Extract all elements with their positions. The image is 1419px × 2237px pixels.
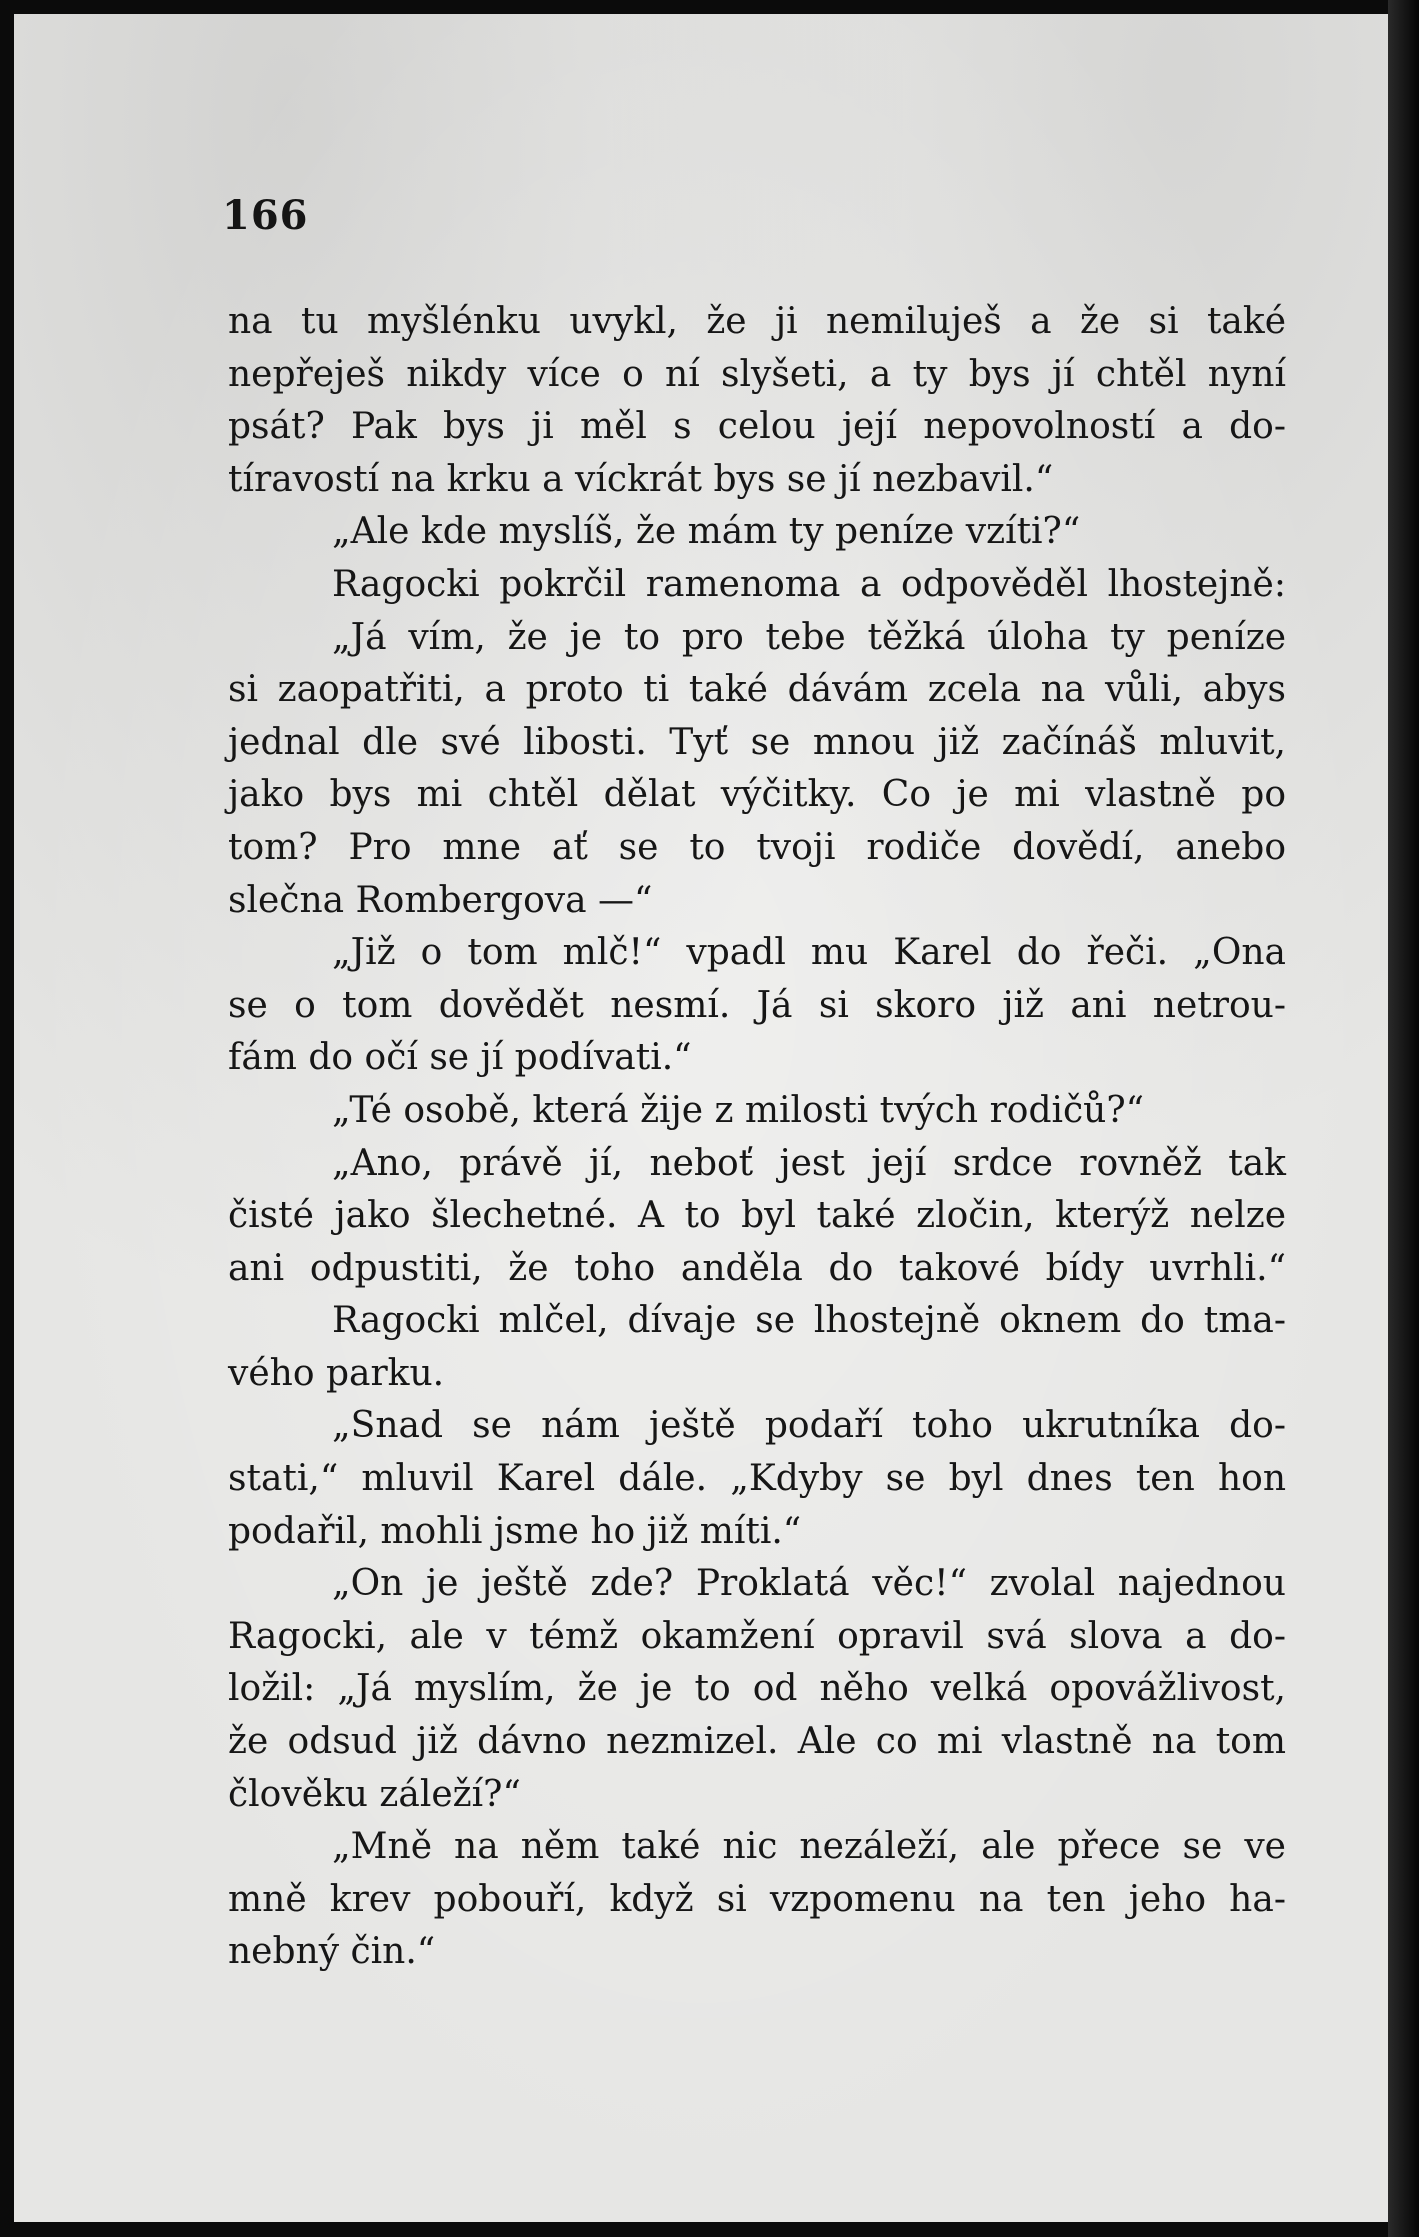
text-line: čisté jako šlechetné. A to byl také zločin, kterýž nelze bbox=[228, 1195, 1286, 1237]
text-line: že odsud již dávno nezmizel. Ale co mi vlastně na tom bbox=[228, 1721, 1286, 1763]
text-line: „Já vím, že je to pro tebe těžká úloha ty peníze bbox=[332, 616, 1286, 658]
text-line: tom? Pro mne ať se to tvoji rodiče dovědí, anebo bbox=[228, 826, 1286, 868]
text-line: vého parku. bbox=[228, 1352, 445, 1394]
text-line: si zaopatřiti, a proto ti také dávám zcela na vůli, abys bbox=[228, 669, 1286, 711]
text-line: nebný čin.“ bbox=[228, 1931, 436, 1973]
text-line: „Mně na něm také nic nezáleží, ale přece se ve bbox=[332, 1826, 1286, 1868]
text-line: „Již o tom mlč!“ vpadl mu Karel do řeči. „Ona bbox=[332, 932, 1286, 974]
text-line: jako bys mi chtěl dělat výčitky. Co je mi vlastně po bbox=[228, 774, 1286, 816]
page-edge-shadow bbox=[1388, 0, 1419, 2237]
text-line: ani odpustiti, že toho anděla do takové bídy uvrhli.“ bbox=[228, 1247, 1286, 1289]
text-line: ložil: „Já myslím, že je to od něho velká opovážlivost, bbox=[228, 1668, 1286, 1710]
text-line: „On je ještě zde? Proklatá věc!“ zvolal najednou bbox=[332, 1563, 1286, 1605]
body-text bbox=[228, 296, 1286, 1979]
text-line: „Snad se nám ještě podaří toho ukrutníka do- bbox=[332, 1405, 1286, 1447]
text-line: „Té osobě, která žije z milosti tvých rodičů?“ bbox=[332, 1089, 1145, 1131]
text-line: se o tom dovědět nesmí. Já si skoro již ani netrou- bbox=[228, 984, 1286, 1026]
text-line: mně krev pobouří, když si vzpomenu na ten jeho ha- bbox=[228, 1878, 1286, 1920]
page-number: 166 bbox=[222, 192, 309, 239]
text-line: „Ano, právě jí, neboť jest její srdce rovněž tak bbox=[332, 1142, 1286, 1184]
text-line: na tu myšlénku uvykl, že ji nemiluješ a že si také bbox=[228, 301, 1286, 342]
text-line: Ragocki mlčel, dívaje se lhostejně oknem do tma- bbox=[332, 1300, 1286, 1342]
text-line: psát? Pak bys ji měl s celou její nepovolností a do- bbox=[228, 406, 1286, 448]
text-line: stati,“ mluvil Karel dále. „Kdyby se byl dnes ten hon bbox=[228, 1458, 1286, 1500]
text-line: „Ale kde myslíš, že mám ty peníze vzíti?“ bbox=[332, 511, 1081, 553]
text-line: člověku záleží?“ bbox=[228, 1773, 521, 1815]
text-line: jednal dle své libosti. Tyť se mnou již začínáš mluvit, bbox=[228, 721, 1286, 763]
text-line: podařil, mohli jsme ho již míti.“ bbox=[228, 1510, 802, 1552]
text-line: Ragocki, ale v témž okamžení opravil svá slova a do- bbox=[228, 1615, 1286, 1657]
text-line: fám do očí se jí podívati.“ bbox=[228, 1037, 692, 1079]
text-line: nepřeješ nikdy více o ní slyšeti, a ty bys jí chtěl nyní bbox=[228, 353, 1286, 395]
text-line: Ragocki pokrčil ramenoma a odpověděl lhostejně: bbox=[332, 563, 1286, 605]
text-line: tíravostí na krku a víckrát bys se jí nezbavil.“ bbox=[228, 458, 1054, 500]
text-line: slečna Rombergova —“ bbox=[228, 879, 653, 921]
